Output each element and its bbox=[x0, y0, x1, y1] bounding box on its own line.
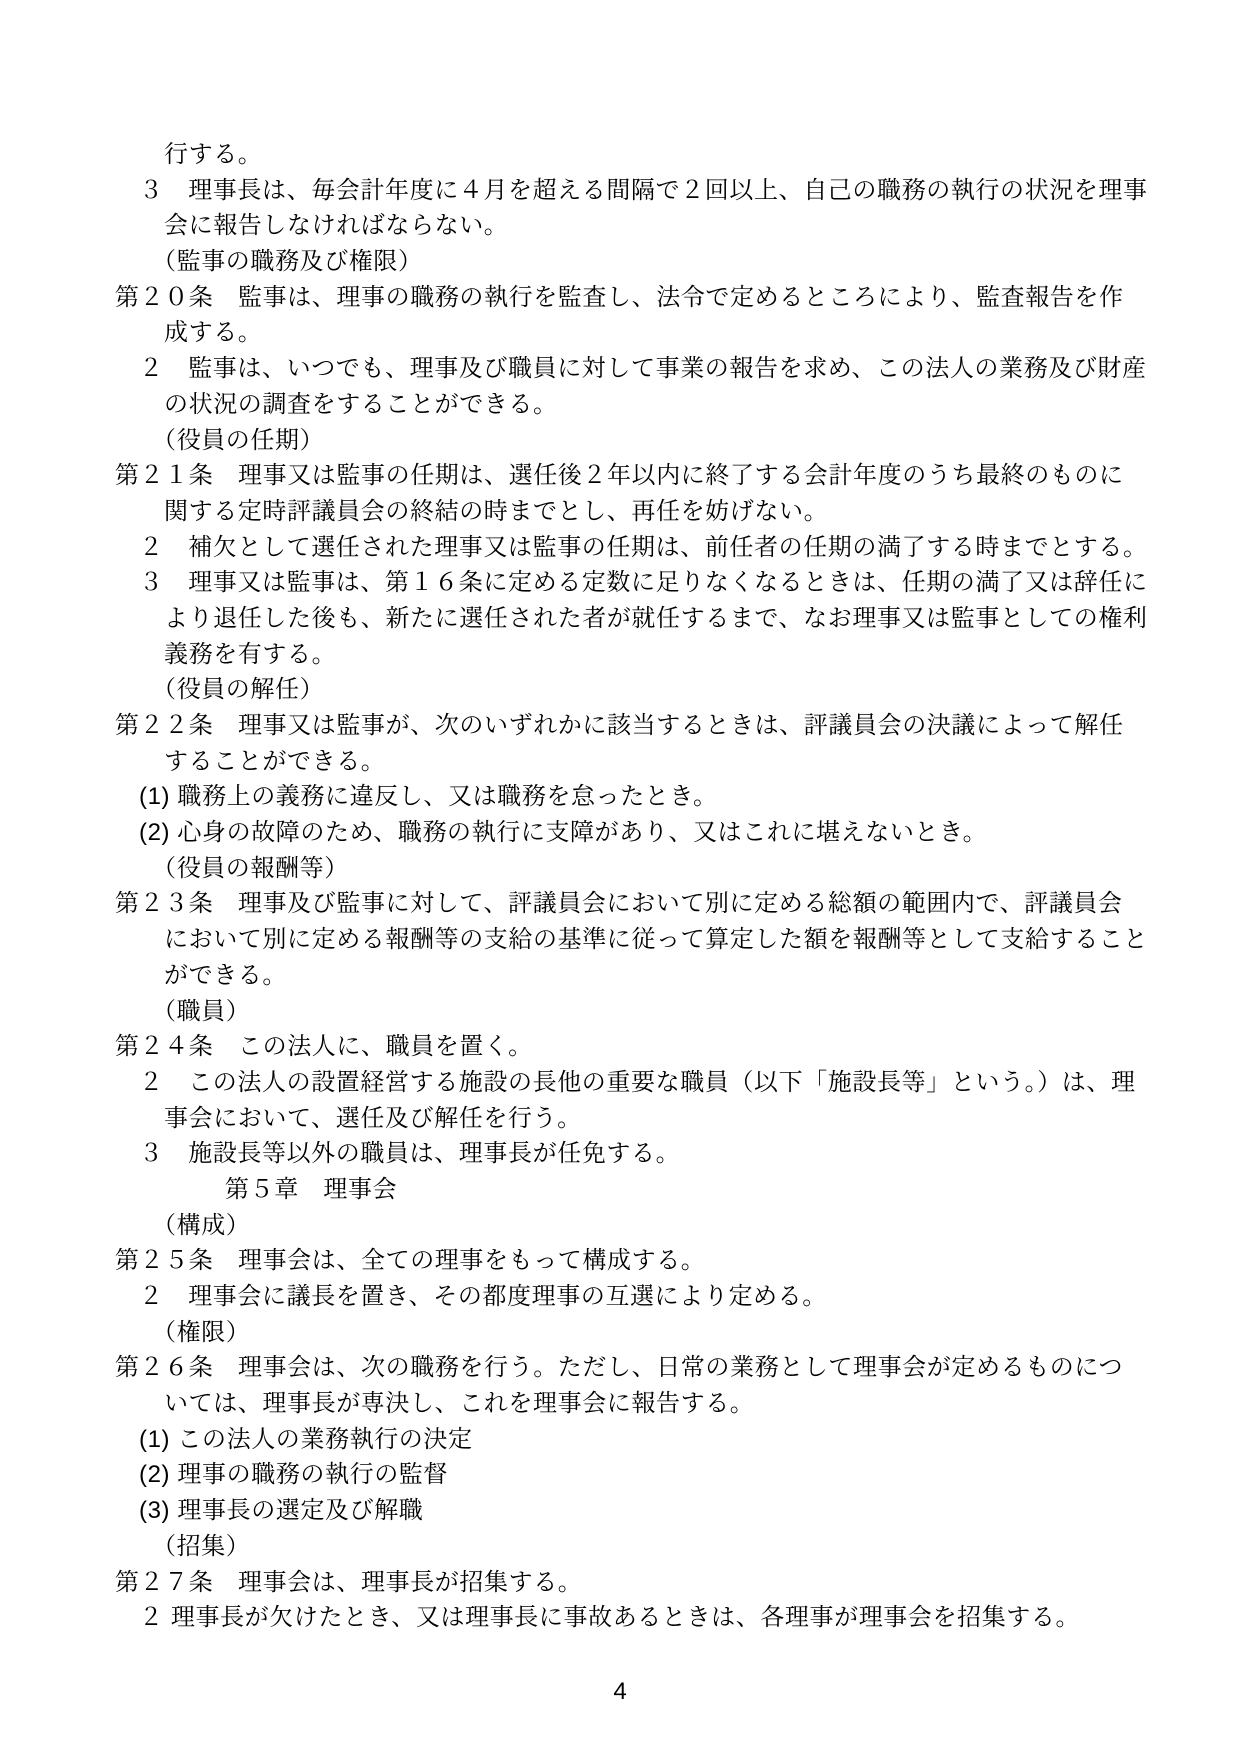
text-line-heading: （役員の任期） bbox=[152, 426, 325, 454]
text-line-paragraph: ２ 理事会に議長を置き、その都度理事の互選により定める。 bbox=[139, 1283, 827, 1310]
text-line-heading: （構成） bbox=[152, 1211, 251, 1239]
text-line-continuation: の状況の調査をすることができる。 bbox=[164, 390, 558, 418]
text-line-article: 第２０条 監事は、理事の職務の執行を監査し、法令で定めるところにより、監査報告を作 bbox=[115, 283, 1124, 311]
text-line-continuation: いては、理事長が専決し、これを理事会に報告する。 bbox=[164, 1390, 755, 1418]
text-line-article: 第２４条 この法人に、職員を置く。 bbox=[115, 1033, 533, 1061]
text-line-heading: （招集） bbox=[152, 1532, 251, 1560]
text-line-heading: （役員の報酬等） bbox=[152, 854, 349, 882]
page-number: 4 bbox=[613, 1678, 627, 1705]
text-line-heading: （権限） bbox=[152, 1318, 251, 1346]
text-line-article: 第２１条 理事又は監事の任期は、選任後２年以内に終了する会計年度のうち最終のものに bbox=[115, 462, 1124, 490]
text-line-chapter: 第５章 理事会 bbox=[225, 1175, 398, 1203]
text-line-article: 第２５条 理事会は、全ての理事をもって構成する。 bbox=[115, 1247, 706, 1275]
text-line-heading: （役員の解任） bbox=[152, 676, 325, 704]
text-line-item: (2) 理事の職務の執行の監督 bbox=[139, 1461, 448, 1489]
text-line-article: 第２３条 理事及び監事に対して、評議員会において別に定める総額の範囲内で、評議員会 bbox=[115, 890, 1123, 918]
text-line-paragraph: ３ 理事長は、毎会計年度に４月を超える間隔で２回以上、自己の職務の執行の状況を理事 bbox=[139, 176, 1148, 204]
text-line-article: 第２７条 理事会は、理事長が招集する。 bbox=[115, 1568, 583, 1596]
text-line-continuation: することができる。 bbox=[164, 747, 386, 775]
text-line-heading: （監事の職務及び権限） bbox=[152, 248, 423, 276]
text-line-item: (1) この法人の業務執行の決定 bbox=[139, 1425, 473, 1453]
text-line-paragraph: ２ 監事は、いつでも、理事及び職員に対して事業の報告を求め、この法人の業務及び財産 bbox=[139, 355, 1147, 383]
text-line-item: (2) 心身の故障のため、職務の執行に支障があり、又はこれに堪えないとき。 bbox=[139, 819, 988, 847]
text-line-continuation: 行する。 bbox=[164, 141, 263, 168]
text-line-continuation: 義務を有する。 bbox=[164, 640, 337, 668]
text-line-continuation: 成する。 bbox=[164, 319, 263, 347]
text-line-paragraph: ３ 理事又は監事は、第１６条に定める定数に足りなくなるときは、任期の満了又は辞任に bbox=[139, 569, 1148, 597]
text-line-continuation: より退任した後も、新たに選任された者が就任するまで、なお理事又は監事としての権利 bbox=[164, 604, 1148, 632]
text-line-paragraph: ２ 理事長が欠けたとき、又は理事長に事故あるときは、各理事が理事会を招集する。 bbox=[139, 1604, 1081, 1632]
text-line-item: (1) 職務上の義務に違反し、又は職務を怠ったとき。 bbox=[139, 783, 718, 811]
text-line-paragraph: ２ 補欠として選任された理事又は監事の任期は、前任者の任期の満了する時までとする。 bbox=[139, 533, 1148, 561]
text-line-item: (3) 理事長の選定及び解職 bbox=[139, 1497, 424, 1525]
document-body bbox=[115, 137, 1148, 1636]
text-line-continuation: ができる。 bbox=[164, 961, 287, 989]
text-line-continuation: において別に定める報酬等の支給の基準に従って算定した額を報酬等として支給すること bbox=[164, 926, 1148, 954]
text-line-paragraph: ３ 施設長等以外の職員は、理事長が任免する。 bbox=[139, 1140, 681, 1168]
text-line-article: 第２６条 理事会は、次の職務を行う。ただし、日常の業務として理事会が定めるものにつ bbox=[115, 1354, 1124, 1382]
text-line-heading: （職員） bbox=[152, 997, 251, 1025]
text-line-paragraph: ２ この法人の設置経営する施設の長他の重要な職員（以下「施設長等」という。）は、理 bbox=[139, 1068, 1136, 1096]
text-line-continuation: 会に報告しなければならない。 bbox=[164, 212, 509, 240]
text-line-continuation: 関する定時評議員会の終結の時までとし、再任を妨げない。 bbox=[164, 497, 829, 525]
text-line-continuation: 事会において、選任及び解任を行う。 bbox=[164, 1104, 582, 1132]
text-line-article: 第２２条 理事又は監事が、次のいずれかに該当するときは、評議員会の決議によって解任 bbox=[115, 712, 1124, 739]
